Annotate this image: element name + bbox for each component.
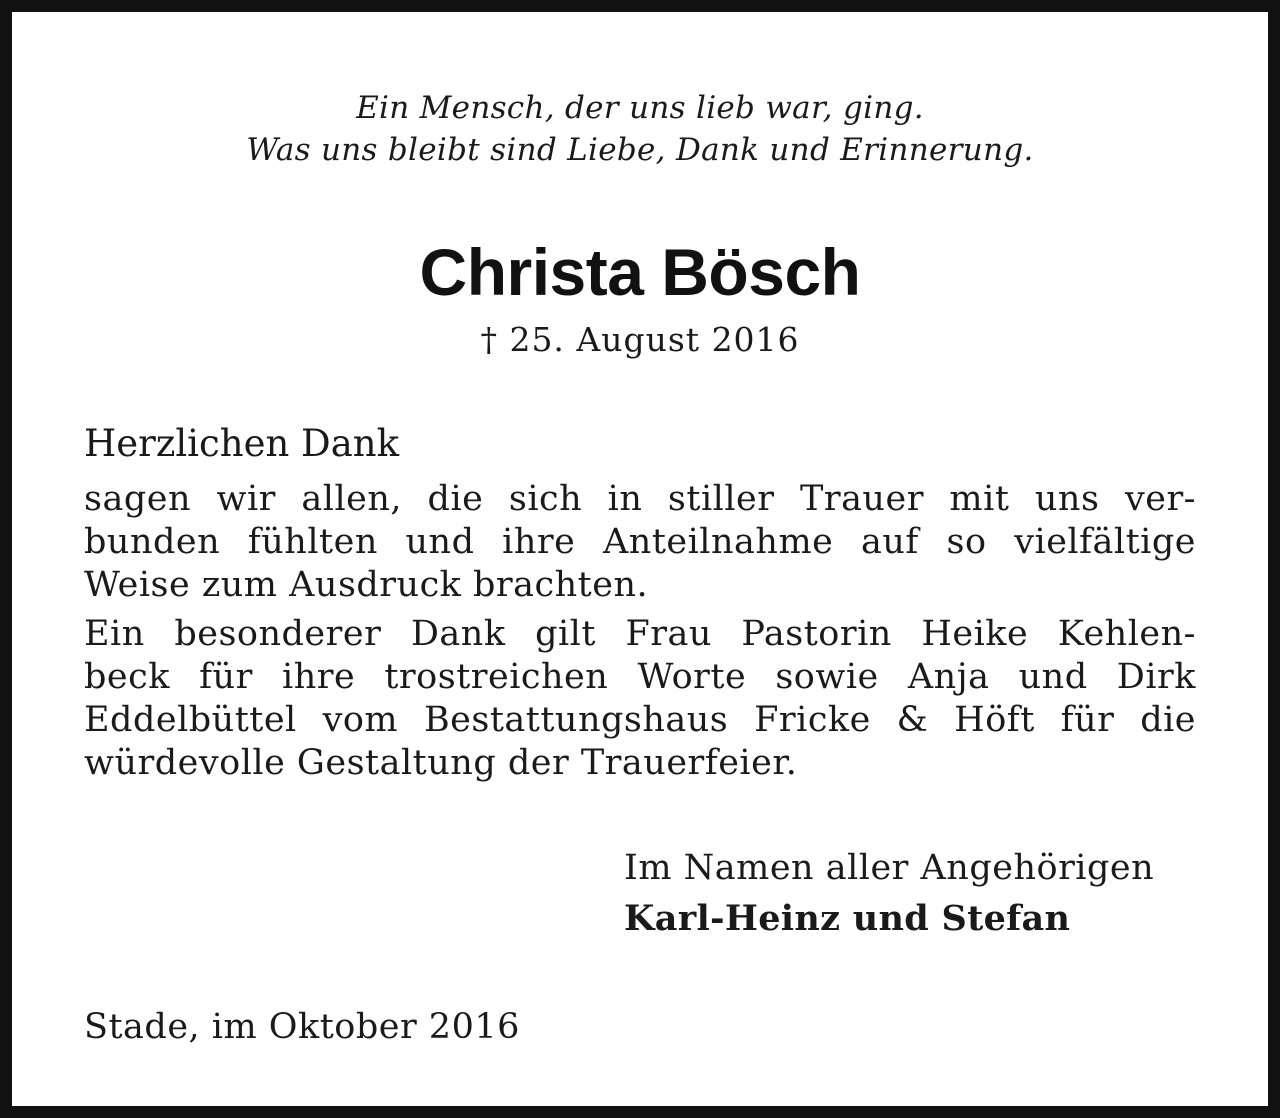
death-date: † 25. August 2016	[480, 320, 800, 359]
thanks-paragraph-2	[84, 613, 1196, 785]
paragraph-line: Eddelbüttel vom Bestattungshaus Fricke & Höft für die	[84, 700, 1196, 740]
place-and-date: Stade, im Oktober 2016	[84, 1007, 520, 1047]
paragraph-line: bunden fühlten und ihre Anteilnahme auf so vielfältige	[84, 522, 1196, 562]
paragraph-line: sagen wir allen, die sich in stiller Trauer mit uns ver-	[84, 479, 1196, 519]
paragraph-line: beck für ihre trostreichen Worte sowie Anja und Dirk	[84, 657, 1196, 697]
deceased-name: Christa Bösch	[419, 235, 861, 309]
paragraph-line: Weise zum Ausdruck brachten.	[84, 565, 649, 605]
signature-intro: Im Namen aller Angehörigen	[624, 848, 1155, 888]
thanks-heading: Herzlichen Dank	[84, 422, 400, 465]
paragraph-line: Ein besonderer Dank gilt Frau Pastorin Heike Kehlen-	[84, 614, 1196, 654]
paragraph-line: würdevolle Gestaltung der Trauerfeier.	[84, 743, 798, 783]
motto-line-1: Ein Mensch, der uns lieb war, ging.	[356, 90, 924, 126]
thanks-paragraph-1	[84, 478, 1196, 607]
signature-names: Karl-Heinz und Stefan	[624, 898, 1071, 939]
motto-line-2: Was uns bleibt sind Liebe, Dank und Erinnerung.	[246, 132, 1034, 168]
